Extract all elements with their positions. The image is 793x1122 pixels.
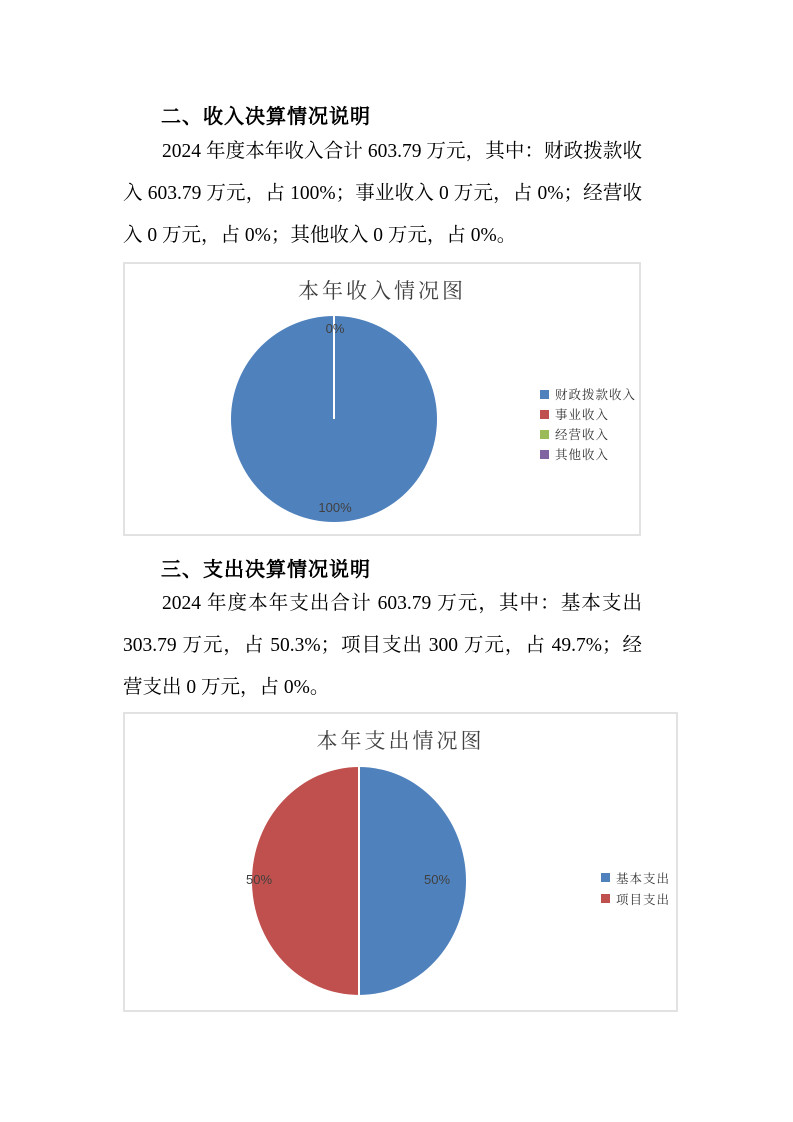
section-heading-expense: 三、支出决算情况说明 xyxy=(161,559,371,581)
legend-swatch-green-icon xyxy=(540,430,549,439)
section-heading-income: 二、收入决算情况说明 xyxy=(161,106,371,128)
income-chart xyxy=(123,262,641,536)
income-paragraph: 2024 年度本年收入合计 603.79 万元，其中：财政拨款收入 603.79 万元，占 100%；事业收入 0 万元，占 0%；经营收入 0 万元，占 0%；其他收入 0 万元，占 0%。 xyxy=(123,141,642,246)
legend-swatch-red-icon xyxy=(540,410,549,419)
expense-pie-label-right: 50% xyxy=(423,872,451,887)
legend-item xyxy=(601,867,670,888)
legend-swatch-purple-icon xyxy=(540,450,549,459)
legend-swatch-blue-icon xyxy=(540,390,549,399)
expense-chart-legend xyxy=(601,867,670,909)
legend-item xyxy=(540,424,636,444)
income-chart-title: 本年收入情况图 xyxy=(298,279,466,303)
legend-item xyxy=(540,444,636,464)
legend-swatch-red-icon xyxy=(601,894,610,903)
expense-paragraph: 2024 年度本年支出合计 603.79 万元，其中：基本支出 303.79 万元，占 50.3%；项目支出 300 万元，占 49.7%；经营支出 0 万元，占 0%。 xyxy=(123,593,642,698)
expense-chart xyxy=(123,712,678,1012)
income-chart-legend xyxy=(540,384,636,464)
legend-swatch-blue-icon xyxy=(601,873,610,882)
income-pie-label-hundred: 100% xyxy=(318,500,352,515)
legend-label: 经营收入 xyxy=(555,428,610,442)
legend-item xyxy=(540,404,636,424)
legend-item xyxy=(601,888,670,909)
legend-label: 基本支出 xyxy=(616,871,671,886)
legend-item xyxy=(540,384,636,404)
legend-label: 事业收入 xyxy=(555,408,610,422)
expense-chart-title: 本年支出情况图 xyxy=(316,729,485,753)
expense-pie-divider-line xyxy=(358,767,360,995)
income-pie-label-zero: 0% xyxy=(325,321,345,336)
legend-label: 项目支出 xyxy=(616,892,671,907)
legend-label: 其他收入 xyxy=(555,448,610,462)
expense-pie-label-left: 50% xyxy=(245,872,273,887)
legend-label: 财政拨款收入 xyxy=(555,388,637,402)
